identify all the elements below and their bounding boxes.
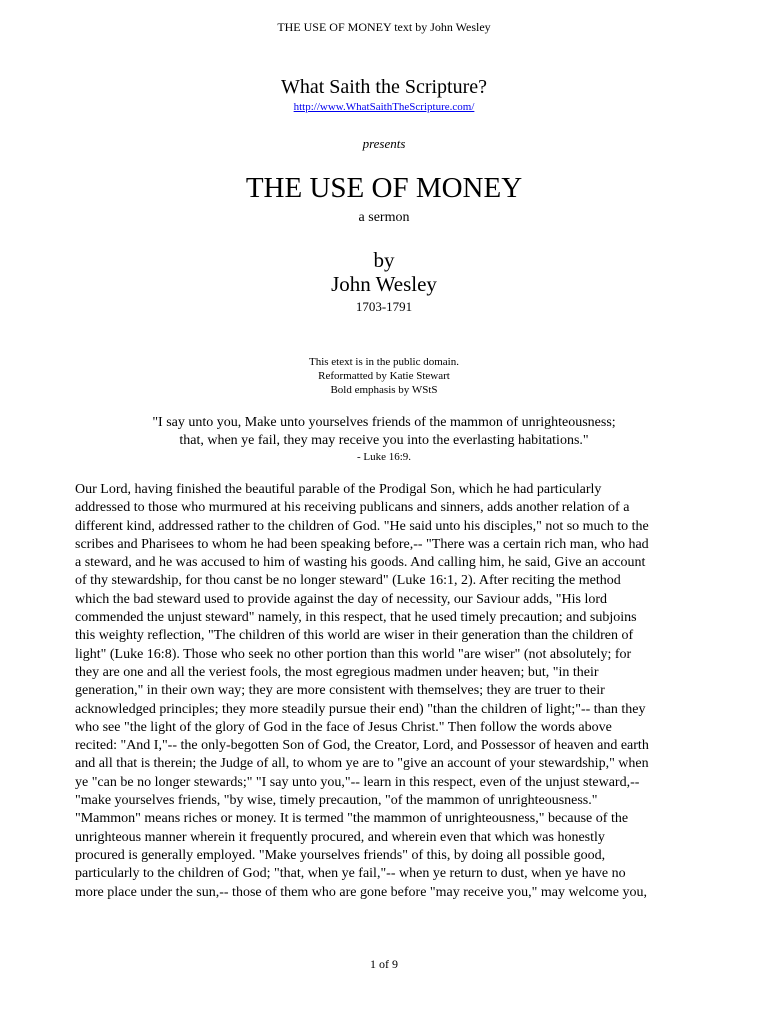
document-subtitle: a sermon — [358, 210, 410, 225]
body-line: scribes and Pharisees to whom he had been speaking before,-- "There was a certain rich man, who had — [75, 536, 649, 552]
site-link[interactable]: http://www.WhatSaithTheScripture.com/ — [293, 101, 475, 113]
edition-note: Bold emphasis by WStS — [330, 384, 438, 396]
body-line: "make yourselves friends, "by wise, timely precaution, "of the mammon of unrighteousness." — [75, 793, 598, 809]
by-label: by — [373, 248, 395, 272]
epigraph-line: "I say unto you, Make unto yourselves friends of the mammon of unrighteousness; — [152, 415, 616, 430]
site-title: What Saith the Scripture? — [280, 76, 488, 98]
body-line: generation," in their own way; they are more consistent with themselves; they are truer to their — [75, 683, 605, 699]
body-line: unrighteous manner wherein it frequently procured, and wherein even that which was honestly — [75, 829, 605, 845]
edition-note: This etext is in the public domain. — [308, 356, 459, 368]
body-line: procured is generally employed. "Make yourselves friends" of this, by doing all possible good, — [75, 847, 606, 863]
body-line: a steward, and he was accused to him of wasting his goods. And calling him, he said, Give an account — [75, 555, 646, 571]
body-line: which the bad steward used to provide against the day of necessity, our Saviour adds, "His lord — [75, 591, 608, 607]
body-line: light" (Luke 16:8). Those who seek no other portion than this world "are wiser" (not absolutely; for — [75, 646, 632, 662]
body-line: acknowledged principles; they more steadily pursue their end) "than the children of light;"-- than they — [75, 701, 646, 717]
body-line: Our Lord, having finished the beautiful parable of the Prodigal Son, which he had particularly — [75, 482, 602, 497]
site-url[interactable] — [0, 101, 768, 113]
body-line: this weighty reflection, "The children of this world are wiser in their generation than the children of — [75, 628, 634, 644]
body-line: particularly to the children of God; "that, when ye fail,"-- when ye return to dust, when ye have no — [75, 866, 626, 882]
body-line: who see "the light of the glory of God in the face of Jesus Christ." Then follow the words above — [75, 719, 612, 735]
presents-label: presents — [362, 136, 406, 151]
epigraph-line: that, when ye fail, they may receive you into the everlasting habitations." — [179, 433, 589, 448]
body-line: recited: "And I,"-- the only-begotten Son of God, the Creator, Lord, and Possessor of heaven and earth — [75, 738, 649, 754]
body-line: commended the unjust steward" namely, in this respect, that he used timely precaution; and subjoins — [75, 610, 637, 626]
body-line: of thy stewardship, for thou canst be no longer steward" (Luke 16:1, 2). After reciting the method — [75, 573, 621, 589]
body-line: ye "can be no longer stewards;" "I say unto you,"-- learn in this respect, even of the unjust steward,-- — [75, 774, 640, 790]
body-line: more place under the sun,-- those of them who are gone before "may receive you," may welcome you, — [75, 884, 647, 900]
body-line: "Mammon" means riches or money. It is termed "the mammon of unrighteousness," because of the — [75, 811, 629, 827]
epigraph-reference: - Luke 16:9. — [356, 451, 412, 463]
body-line: they are one and all the veriest fools, the most egregious madmen under heaven; but, "in their — [75, 664, 599, 680]
edition-note: Reformatted by Katie Stewart — [318, 370, 450, 382]
body-line: and all that is therein; the Judge of all, to whom ye are to "give an account of your stewardship," when — [75, 756, 649, 772]
sermon-body — [75, 481, 695, 902]
body-line: different kind, addressed rather to the children of God. "He said unto his disciples," not so much to the — [75, 518, 649, 534]
document-title: THE USE OF MONEY — [245, 172, 523, 204]
page-number: 1 of 9 — [370, 957, 398, 971]
body-line: addressed to those who murmured at his receiving publicans and sinners, adds another relation of a — [75, 500, 630, 516]
running-header: THE USE OF MONEY text by John Wesley — [277, 20, 491, 34]
edition-notes — [0, 355, 768, 397]
epigraph — [0, 414, 768, 450]
author-years: 1703-1791 — [355, 299, 413, 314]
author-name: John Wesley — [331, 272, 437, 296]
